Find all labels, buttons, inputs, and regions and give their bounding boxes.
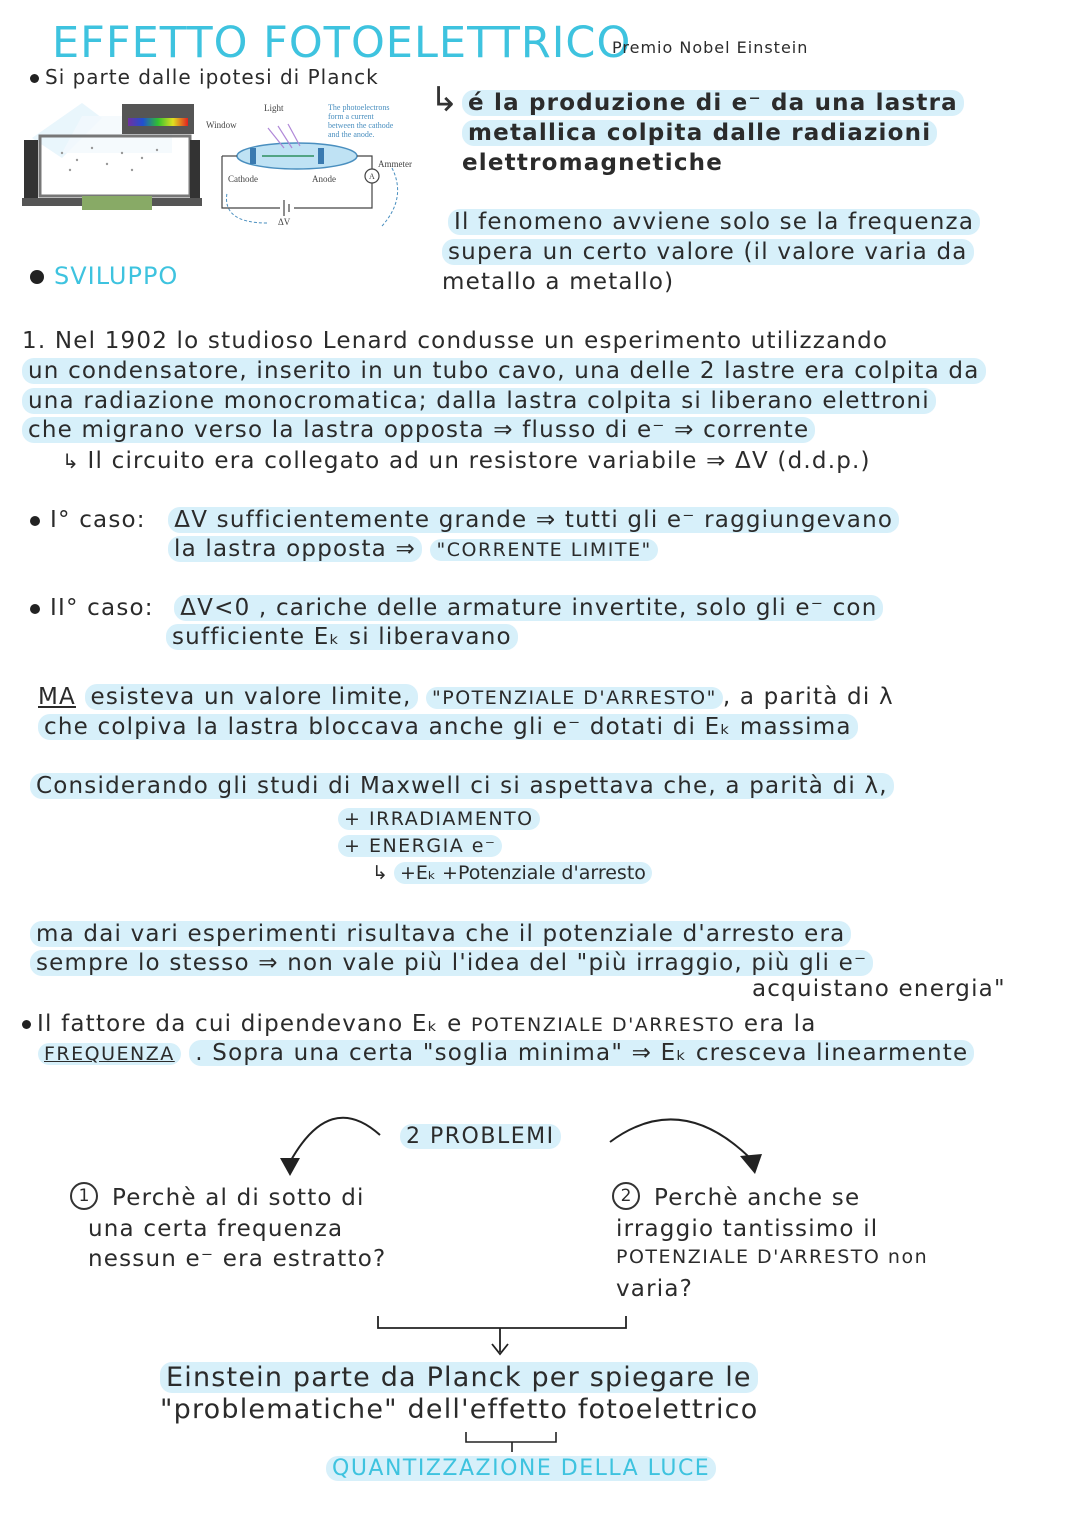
- bullet-dot: [30, 604, 40, 614]
- case-1-line-2: [168, 534, 658, 565]
- ma-text-1b: esisteva un valore limite,: [85, 684, 418, 710]
- ma-word: MA: [38, 684, 76, 710]
- maxwell-item-3-text: +Eₖ +Potenziale d'arresto: [394, 862, 652, 884]
- label-note-3: between the cathode: [328, 121, 394, 130]
- result-text-4c: era la: [743, 1011, 817, 1037]
- condition-line-1: [448, 207, 980, 237]
- problem-1-line-1: Perchè al di sotto di: [112, 1185, 365, 1211]
- maxwell-text-1: Considerando gli studi di Maxwell ci si aspettava che, a parità di λ,: [30, 773, 894, 799]
- definition-text-2: metallica colpita dalle radiazioni: [462, 120, 937, 146]
- result-text-5b: . Sopra una certa "soglia minima" ⇒ Eₖ cresceva linearmente: [189, 1040, 974, 1066]
- result-line-2: [30, 948, 873, 978]
- sviluppo-text-5: Il circuito era collegato ad un resistore variabile ⇒ ΔV (d.d.p.): [87, 448, 871, 474]
- case-2-text-2: sufficiente Eₖ si liberavano: [166, 624, 518, 650]
- condition-text-1: Il fenomeno avviene solo se la frequenza: [448, 209, 980, 235]
- label-cathode: Cathode: [228, 174, 258, 184]
- label-light: Light: [264, 103, 284, 113]
- bullet-dot: [30, 74, 39, 83]
- result-line-4: [22, 1009, 817, 1040]
- problem-1-line-3: nessun e⁻ era estratto?: [88, 1246, 387, 1272]
- problem-2-line-1: Perchè anche se: [654, 1185, 861, 1211]
- case-1-label: I° caso:: [50, 507, 146, 533]
- sviluppo-line-4: [22, 415, 815, 445]
- maxwell-item-3: [372, 862, 652, 884]
- page-subtitle: Premio Nobel Einstein: [612, 38, 809, 57]
- condition-text-2: supera un certo valore (il valore varia da: [442, 239, 974, 265]
- label-anode: Anode: [312, 174, 336, 184]
- conclusion-text-1: Einstein parte da Planck per spiegare le: [160, 1362, 758, 1393]
- sviluppo-text-3: una radiazione monocromatica; dalla lastra colpita si liberano elettroni: [22, 388, 936, 414]
- hook-arrow-icon: ↳: [430, 80, 459, 120]
- case-2-text-1: ΔV<0 , cariche delle armature invertite, solo gli e⁻ con: [174, 595, 883, 621]
- label-note-1: The photoelectrons: [328, 103, 390, 112]
- intro-text: Si parte dalle ipotesi di Planck: [45, 65, 379, 89]
- condition-line-3: metallo a metallo): [442, 269, 675, 295]
- ma-line-2: [38, 712, 858, 742]
- case-2-line-2: [166, 622, 518, 652]
- label-dv: ΔV: [278, 217, 291, 227]
- ma-line-1: [38, 682, 894, 713]
- join-bracket: [370, 1312, 640, 1362]
- label-ammeter-symbol: A: [369, 172, 375, 181]
- conclusion-line-2: "problematiche" dell'effetto fotoelettrico: [160, 1394, 759, 1425]
- label-ammeter: Ammeter: [378, 159, 412, 169]
- sviluppo-line-2: [22, 356, 986, 386]
- maxwell-line-1: [30, 771, 894, 801]
- final-bracket: [462, 1430, 562, 1454]
- sviluppo-line-1: 1. Nel 1902 lo studioso Lenard condusse un esperimento utilizzando: [22, 328, 889, 354]
- frequency-word: FREQUENZA: [38, 1043, 181, 1065]
- result-line-3: acquistano energia": [752, 976, 1006, 1002]
- ma-text-1c: "POTENZIALE D'ARRESTO": [426, 687, 723, 709]
- case-1-text-2b: "CORRENTE LIMITE": [430, 539, 657, 561]
- result-line-1: [30, 919, 851, 949]
- photoelectric-diagram: [22, 98, 432, 238]
- section-heading: SVILUPPO: [54, 262, 179, 290]
- hook-arrow-icon: ↳: [372, 862, 394, 884]
- problems-heading: [400, 1124, 561, 1149]
- section-sviluppo: [30, 262, 178, 290]
- bullet-dot: [30, 516, 40, 526]
- definition-line-1: [462, 88, 964, 118]
- definition-line-2: [462, 118, 937, 148]
- case-1-text-1: ΔV sufficientemente grande ⇒ tutti gli e⁻ raggiungevano: [168, 507, 899, 533]
- apparatus-photo: [22, 103, 202, 210]
- maxwell-item-2-text: + ENERGIA e⁻: [338, 835, 502, 857]
- intro-line: [30, 65, 379, 89]
- definition-line-3: elettromagnetiche: [462, 150, 724, 176]
- label-note-4: and the anode.: [328, 130, 375, 139]
- problem-2-line-2: irraggio tantissimo il: [616, 1216, 879, 1242]
- maxwell-item-1: [338, 808, 540, 830]
- sviluppo-text-4: che migrano verso la lastra opposta ⇒ flusso di e⁻ ⇒ corrente: [22, 417, 815, 443]
- maxwell-item-2: [338, 835, 502, 857]
- result-text-1: ma dai vari esperimenti risultava che il potenziale d'arresto era: [30, 921, 851, 947]
- final-statement-text: QUANTIZZAZIONE DELLA LUCE: [326, 1456, 716, 1481]
- sviluppo-line-5: [62, 446, 871, 476]
- ma-text-2: che colpiva la lastra bloccava anche gli e⁻ dotati di Eₖ massima: [38, 714, 858, 740]
- problems-heading-text: 2 PROBLEMI: [400, 1124, 561, 1149]
- problem-2-line-3: POTENZIALE D'ARRESTO non: [616, 1246, 929, 1268]
- hook-arrow-icon: ↳: [62, 449, 88, 473]
- sviluppo-text-2: un condensatore, inserito in un tubo cavo, una delle 2 lastre era colpita da: [22, 358, 986, 384]
- ma-text-1d: , a parità di λ: [722, 684, 894, 710]
- problem-2-line-4: varia?: [616, 1276, 694, 1302]
- label-note-2: form a current: [328, 112, 374, 121]
- maxwell-item-1-text: + IRRADIAMENTO: [338, 808, 540, 830]
- result-text-4b: POTENZIALE D'ARRESTO: [470, 1014, 736, 1036]
- sviluppo-line-3: [22, 386, 936, 416]
- bullet-dot: [22, 1020, 31, 1029]
- label-window: Window: [206, 120, 237, 130]
- case-2-label: II° caso:: [50, 595, 154, 621]
- final-statement: [326, 1456, 716, 1481]
- page-title: EFFETTO FOTOELETTRICO: [52, 18, 632, 68]
- result-text-2: sempre lo stesso ⇒ non vale più l'idea del "più irraggio, più gli e⁻: [30, 950, 873, 976]
- case-1-line-1: [30, 505, 899, 535]
- definition-text-1: é la produzione di e⁻ da una lastra: [462, 90, 964, 116]
- problem-1-line-2: una certa frequenza: [88, 1216, 344, 1242]
- bullet-dot: [30, 270, 44, 284]
- result-line-5: [38, 1038, 974, 1069]
- conclusion-line-1: [160, 1362, 758, 1393]
- problem-2-number: 2: [612, 1182, 640, 1210]
- problem-1-number: 1: [70, 1182, 98, 1210]
- case-1-text-2a: la lastra opposta ⇒: [168, 536, 422, 562]
- result-text-4a: Il fattore da cui dipendevano Eₖ e: [37, 1011, 463, 1037]
- condition-line-2: [442, 237, 974, 267]
- case-2-line-1: [30, 593, 883, 623]
